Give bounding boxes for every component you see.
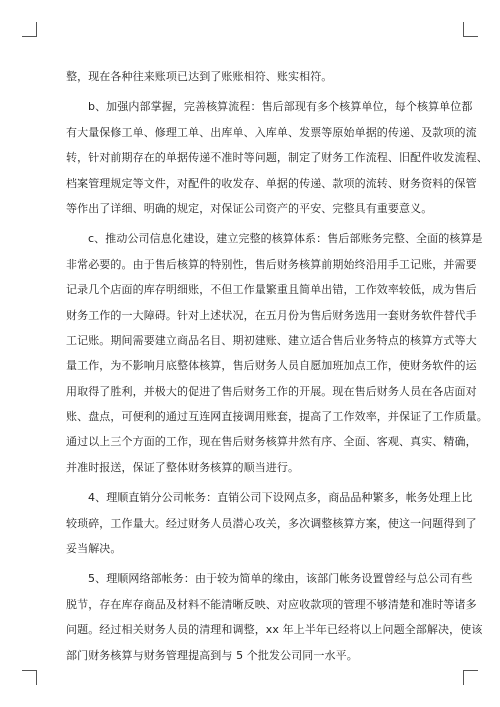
text-line: 妥当解决。 (66, 542, 122, 556)
text-line: 档案管理规定等文件，对配件的收发存、单据的传递、款项的流转、财务资料的保管 (66, 176, 477, 190)
text-line: 脱节，存在库存商品及材料不能清晰反映、对应收款项的管理不够清楚和准时等诸多 (66, 597, 477, 611)
text-line: 量工作，为不影响月底整体核算，售后财务人员自愿加班加点工作，使财务软件的运 (66, 359, 477, 373)
text-line: 财务工作的一大障碍。针对上述状况，在五月份为售后财务选用一套财务软件替代手 (66, 308, 477, 322)
text-line: 用取得了胜利，并极大的促进了售后财务工作的开展。现在售后财务人员在各店面对 (66, 384, 477, 398)
paragraph (66, 226, 488, 480)
text-line: 通过以上三个方面的工作，现在售后财务核算井然有序、全面、客观、真实、精确， (66, 435, 477, 449)
text-line: 等作出了详细、明确的规定，对保证公司资产的平安、完整具有重要意义。 (66, 201, 433, 215)
text-line: 并准时报送，保证了整体财务核算的顺当进行。 (66, 460, 300, 474)
text-line: 部门财务核算与财务管理提高到与 5 个批发公司同一水平。 (66, 648, 358, 662)
crop-mark-bottom-right (463, 670, 478, 685)
paragraph (66, 566, 483, 668)
paragraph (66, 94, 488, 221)
text-line: 非常必要的。由于售后核算的特别性，售后财务核算前期始终沿用手工记账，并需要 (66, 257, 477, 271)
text-line: b、加强内部掌握，完善核算流程：售后部现有多个核算单位，每个核算单位都 (88, 100, 473, 114)
text-line: 问题。经过相关财务人员的清理和调整，xx 年上半年已经将以上问题全部解决，使该 (66, 623, 483, 637)
text-line: 5、理顺网络部帐务：由于较为简单的缘由，该部门帐务设置曾经与总公司有些 (88, 572, 473, 586)
text-line: 有大量保修工单、修理工单、出库单、入库单、发票等原始单据的传递、及款项的流 (66, 125, 477, 139)
document-body (66, 64, 488, 668)
crop-mark-bottom-left (22, 670, 37, 685)
text-line: 4、理顺直销分公司帐务：直销公司下设网点多，商品品种繁多，帐务处理上比 (88, 491, 473, 505)
paragraph (66, 64, 438, 89)
crop-mark-top-left (22, 22, 37, 37)
text-line: 账、盘点，可便利的通过互连网直接调用账套，提高了工作效率，并保证了工作质量。 (66, 410, 488, 424)
text-line: 工记账。期间需要建立商品名目、期初建账、建立适合售后业务特点的核算方式等大 (66, 333, 477, 347)
text-line: c、推动公司信息化建设，建立完整的核算体系：售后部账务完整、全面的核算是 (88, 232, 483, 246)
text-line: 转，针对前期存在的单据传递不准时等问题，制定了财务工作流程、旧配件收发流程、 (66, 151, 488, 165)
text-line: 较琐碎，工作量大。经过财务人员潜心攻关，多次调整核算方案，使这一问题得到了 (66, 516, 477, 530)
paragraph (66, 485, 477, 561)
text-line: 记录几个店面的库存明细账，不但工作量繁重且简单出错，工作效率较低，成为售后 (66, 283, 477, 297)
text-line: 整，现在各种往来账项已达到了账账相符、账实相符。 (66, 70, 333, 83)
crop-mark-top-right (463, 22, 478, 37)
